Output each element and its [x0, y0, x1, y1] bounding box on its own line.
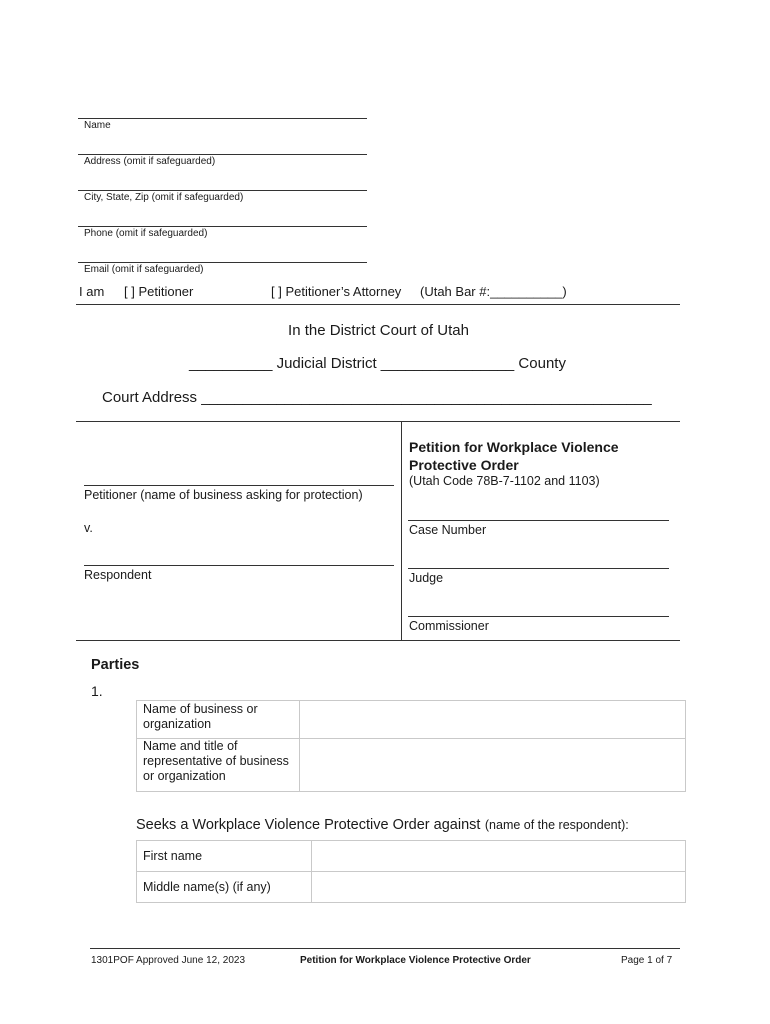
name-line[interactable]	[78, 118, 367, 119]
business-table	[136, 700, 686, 792]
district-line[interactable]: __________ Judicial District ________________ County	[189, 355, 566, 372]
case-number-line[interactable]	[408, 520, 669, 521]
table-row	[137, 739, 686, 792]
table-row	[137, 872, 686, 903]
court-title: In the District Court of Utah	[288, 322, 469, 339]
seeks-note: (name of the respondent):	[484, 818, 629, 832]
first-name-label: First name	[143, 848, 203, 863]
address-line[interactable]	[78, 154, 367, 155]
divider	[76, 304, 680, 305]
commissioner-line[interactable]	[408, 616, 669, 617]
respondent-table	[136, 840, 686, 903]
respondent-name-line[interactable]	[84, 565, 394, 566]
table-row	[137, 701, 686, 739]
seeks-line	[136, 816, 629, 834]
table-row	[137, 841, 686, 872]
document-code: (Utah Code 78B-7-1102 and 1103)	[409, 474, 600, 488]
city-label: City, State, Zip (omit if safeguarded)	[84, 192, 244, 203]
footer-page: Page 1 of 7	[621, 955, 673, 966]
footer-form-id: 1301POF Approved June 12, 2023	[91, 955, 246, 966]
divider	[76, 640, 680, 641]
document-title: Petition for Workplace Violence Protective Order	[409, 439, 619, 473]
city-line[interactable]	[78, 190, 367, 191]
first-name-input[interactable]	[312, 841, 686, 872]
item-number: 1.	[91, 683, 103, 699]
case-number-label: Case Number	[409, 523, 487, 537]
judge-line[interactable]	[408, 568, 669, 569]
seeks-text: Seeks a Workplace Violence Protective Order against	[136, 817, 481, 833]
caption-vertical-divider	[401, 421, 402, 640]
middle-name-label: Middle name(s) (if any)	[143, 879, 271, 894]
business-name-input[interactable]	[300, 701, 686, 739]
name-label: Name	[84, 120, 111, 131]
phone-line[interactable]	[78, 226, 367, 227]
petitioner-checkbox[interactable]: [ ] Petitioner	[124, 284, 194, 299]
commissioner-label: Commissioner	[409, 619, 489, 633]
versus-label: v.	[84, 521, 93, 535]
petitioner-name-line[interactable]	[84, 485, 394, 486]
parties-heading: Parties	[91, 657, 140, 673]
petitioner-label: Petitioner (name of business asking for protection)	[84, 488, 363, 502]
i-am-label: I am	[79, 284, 105, 299]
representative-input[interactable]	[300, 739, 686, 792]
address-label: Address (omit if safeguarded)	[84, 156, 216, 167]
email-line[interactable]	[78, 262, 367, 263]
judge-label: Judge	[409, 571, 444, 585]
footer-divider	[90, 948, 680, 949]
representative-label: Name and title of representative of business or organization	[143, 739, 289, 783]
attorney-checkbox[interactable]: [ ] Petitioner’s Attorney	[271, 284, 402, 299]
phone-label: Phone (omit if safeguarded)	[84, 228, 208, 239]
respondent-label: Respondent	[84, 568, 152, 582]
court-address-line[interactable]: Court Address ______________________________________________________	[102, 389, 652, 406]
middle-name-input[interactable]	[312, 872, 686, 903]
bar-number-field[interactable]: (Utah Bar #:__________)	[420, 284, 567, 299]
email-label: Email (omit if safeguarded)	[84, 264, 204, 275]
divider	[76, 421, 680, 422]
footer-title: Petition for Workplace Violence Protective Order	[300, 955, 531, 966]
business-name-label: Name of business or organization	[143, 702, 258, 731]
